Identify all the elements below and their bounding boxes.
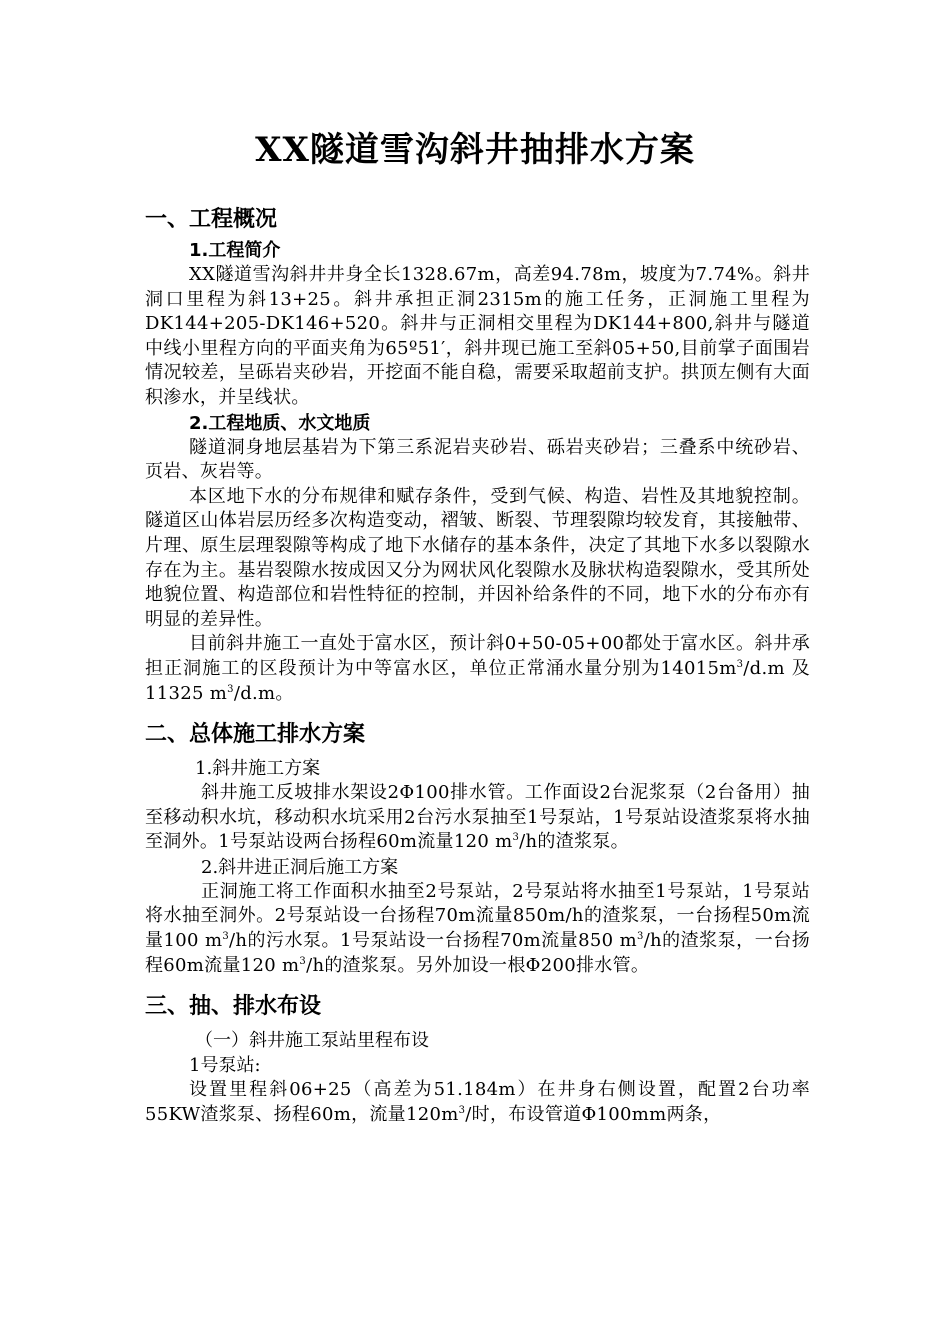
section-2-1-paragraph: 斜井施工反坡排水架设2Φ100排水管。工作面设2台泥浆泵（2台备用）抽至移动积水坑，移动积水坑采用2台污水泵抽至1号泵站，1号泵站设渣浆泵将水抽至洞外。1号泵站设两台扬程60m流量120 $m^3/h$的渣浆泵。: [145, 782, 810, 853]
section-1-2-heading: 2.工程地质、水文地质: [189, 412, 371, 434]
section-1-1-heading: 1.工程简介: [189, 240, 281, 261]
section-3-heading: 三、抽、排水布设: [145, 994, 322, 1020]
section-1-heading: 一、工程概况: [145, 207, 278, 232]
document-body: [145, 205, 810, 1127]
section-3-1-heading: （一）斜井施工泵站里程布设: [195, 1030, 429, 1052]
section-2-heading: 二、总体施工排水方案: [145, 722, 366, 748]
pump-station-1-label: 1号泵站:: [189, 1055, 261, 1077]
document-title: XX隧道雪沟斜井抽排水方案: [255, 130, 695, 170]
section-2-1-heading: 1.斜井施工方案: [195, 758, 321, 780]
pump-station-1-paragraph: 设置里程斜06+25（高差为51.184m）在井身右侧设置，配置2台功率55KW渣浆泵、扬程60m，流量$120m^3/$时，布设管道Φ100mm两条，: [145, 1079, 810, 1125]
section-1-2-paragraph-3: 目前斜井施工一直处于富水区，预计斜0+50-05+00都处于富水区。斜井承担正洞施工的区段预计为中等富水区，单位正常涌水量分别为$14015m^3/d.m$ 及11325 $m^3/d.m$。: [145, 633, 810, 704]
section-1-1-paragraph: XX隧道雪沟斜井井身全长1328.67m，高差94.78m，坡度为7.74%。斜井洞口里程为斜13+25。斜井承担正洞2315m的施工任务，正洞施工里程为DK144+205-DK146+520。斜井与正洞相交里程为DK144+800,斜井与隧道中线小里程方向的平面夹角为65º51′，斜井现已施工至斜05+50,目前掌子面围岩情况较差，呈砾岩夹砂岩，开挖面不能自稳，需要采取超前支护。拱顶左侧有大面积渗水，并呈线状。: [145, 264, 810, 408]
section-1-2-paragraph-1: 隧道洞身地层基岩为下第三系泥岩夹砂岩、砾岩夹砂岩；三叠系中统砂岩、页岩、灰岩等。: [145, 436, 810, 483]
section-2-2-heading: 2.斜井进正洞后施工方案: [201, 856, 399, 878]
section-2-2-paragraph: 正洞施工将工作面积水抽至2号泵站，2号泵站将水抽至1号泵站，1号泵站将水抽至洞外。2号泵站设一台扬程70m流量850m/h的渣浆泵，一台扬程50m流量100 $m^3/h$的污水泵。1号泵站设一台扬程70m流量850 $m^3/h$的渣浆泵，一台扬程60m流量120 $m^3/h$的渣浆泵。另外加设一根Φ200排水管。: [145, 880, 811, 976]
section-1-2-paragraph-2: 本区地下水的分布规律和赋存条件，受到气候、构造、岩性及其地貌控制。隧道区山体岩层历经多次构造变动，褶皱、断裂、节理裂隙均较发育，其接触带、片理、原生层理裂隙等构成了地下水储存的基本条件，决定了其地下水多以裂隙水存在为主。基岩裂隙水按成因又分为网状风化裂隙水及脉状构造裂隙水，受其所处地貌位置、构造部位和岩性特征的控制，并因补给条件的不同，地下水的分布亦有明显的差异性。: [145, 485, 810, 630]
